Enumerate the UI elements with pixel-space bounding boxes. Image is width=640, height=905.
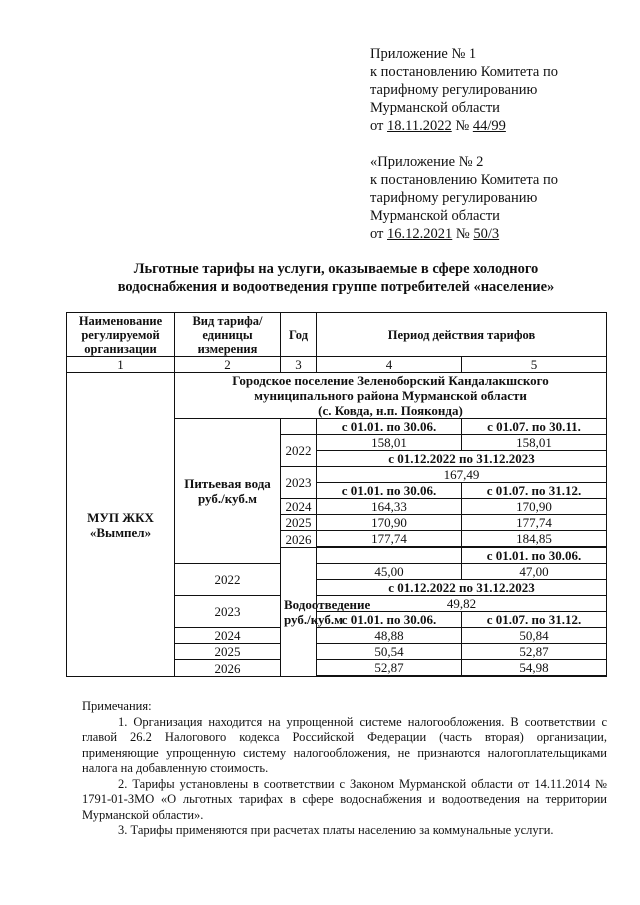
appendix-2-line2: к постановлению Комитета по (370, 172, 558, 188)
period-cell: с 01.07. по 31.12. (462, 483, 607, 499)
period-cell: с 01.12.2022 по 31.12.2023 (317, 580, 607, 596)
value-cell: 47,00 (462, 564, 607, 580)
appendix-1-date: 18.11.2022 (387, 118, 452, 134)
period-cell: с 01.01. по 30.06. (317, 419, 462, 435)
value-cell: 50,54 (317, 644, 462, 660)
year-cell: 2026 (281, 531, 317, 548)
header-year: Год (281, 313, 317, 357)
value-cell: 167,49 (317, 467, 607, 483)
year-cell: 2023 (175, 596, 281, 628)
appendix-2-header (370, 153, 558, 243)
period-cell: с 01.01. по 30.06. (317, 612, 462, 628)
col-number: 4 (317, 357, 462, 373)
period-cell: с 01.07. по 30.11. (462, 419, 607, 435)
appendix-1-number: 44/99 (472, 118, 506, 134)
appendix-2-date-line: от 16.12.2021 № 50/3 (370, 226, 500, 242)
value-cell: 158,01 (317, 435, 462, 451)
col-number: 5 (462, 357, 607, 373)
col-number: 2 (175, 357, 281, 373)
value-cell: 177,74 (317, 531, 462, 547)
period-cell: с 01.12.2022 по 31.12.2023 (317, 451, 607, 467)
settlement-cell: Городское поселение Зеленоборский Кандалакшского муниципального района Мурманской области (с. Ковда, н.п. Пояконда) (175, 373, 607, 419)
empty-cell (462, 676, 607, 677)
value-cell: 54,98 (462, 660, 607, 676)
value-cell: 52,87 (462, 644, 607, 660)
value-cell: 164,33 (317, 499, 462, 515)
empty-cell (317, 548, 462, 564)
value-cell: 49,82 (317, 596, 607, 612)
value-cell: 158,01 (462, 435, 607, 451)
value-cell: 184,85 (462, 531, 607, 547)
note-1: 1. Организация находится на упрощенной системе налогообложения. В соответствии с главой 26.2 Налогового кодекса Российской Федерации (часть вторая) организации, применяющие упрощенную систему налогообложения, не признаются налогоплательщиками налога на добавленную стоимость. (82, 714, 607, 775)
value-cell: 45,00 (317, 564, 462, 580)
year-cell: 2026 (175, 660, 281, 677)
appendix-2-date: 16.12.2021 (387, 226, 453, 242)
header-period: Период действия тарифов (317, 313, 607, 357)
notes-heading: Примечания: (82, 699, 152, 713)
appendix-1-line2: к постановлению Комитета по (370, 64, 558, 80)
note-3: 3. Тарифы применяются при расчетах платы населению за коммунальные услуги. (118, 823, 554, 837)
table-row (67, 373, 607, 419)
year-cell: 2024 (175, 628, 281, 644)
appendix-1-header (370, 45, 558, 135)
appendix-1-line3: тарифному регулированию (370, 82, 538, 98)
year-cell: 2024 (281, 499, 317, 515)
year-cell: 2022 (175, 564, 281, 596)
value-cell: 177,74 (462, 515, 607, 531)
appendix-2-line4: Мурманской области (370, 208, 500, 224)
note-2: 2. Тарифы установлены в соответствии с Законом Мурманской области от 14.11.2014 № 1791-01-ЗМО «О льготных тарифах в сфере водоснабжения и водоотведения на территории Мурманской области». (82, 776, 607, 822)
value-cell: 52,87 (317, 660, 462, 676)
header-kind: Вид тарифа/единицы измерения (175, 313, 281, 357)
year-cell: 2023 (281, 467, 317, 499)
appendix-2-number: 50/3 (473, 226, 500, 242)
appendix-1-line4: Мурманской области (370, 100, 500, 116)
period-cell: с 01.01. по 30.06. (462, 548, 607, 564)
column-number-row (67, 357, 607, 373)
year-cell: 2025 (281, 515, 317, 531)
empty-cell (281, 419, 317, 435)
year-cell: 2025 (175, 644, 281, 660)
value-cell: 170,90 (317, 515, 462, 531)
tariffs-table (66, 312, 607, 677)
appendix-1-title: Приложение № 1 (370, 46, 477, 62)
col-number: 3 (281, 357, 317, 373)
col-number: 1 (67, 357, 175, 373)
value-cell: 50,84 (462, 628, 607, 644)
appendix-1-date-line: от 18.11.2022 № 44/99 (370, 118, 506, 134)
empty-cell (317, 676, 462, 677)
sewer-label-cell: Водоотведение руб./куб.м (281, 548, 317, 677)
appendix-2-title: «Приложение № 2 (370, 154, 484, 170)
header-org: Наименование регулируемой организации (67, 313, 175, 357)
period-cell: с 01.01. по 30.06. (317, 483, 462, 499)
document-title: Льготные тарифы на услуги, оказываемые в сфере холодного водоснабжения и водоотведения группе потребителей «население» (117, 261, 555, 295)
value-cell: 48,88 (317, 628, 462, 644)
org-name-cell: МУП ЖКХ «Вымпел» (67, 373, 175, 677)
year-cell: 2022 (281, 435, 317, 467)
period-cell: с 01.07. по 31.12. (462, 612, 607, 628)
water-label-cell: Питьевая вода руб./куб.м (175, 419, 281, 564)
value-cell: 170,90 (462, 499, 607, 515)
table-header-row (67, 313, 607, 357)
notes-section (82, 699, 607, 839)
appendix-2-line3: тарифному регулированию (370, 190, 538, 206)
